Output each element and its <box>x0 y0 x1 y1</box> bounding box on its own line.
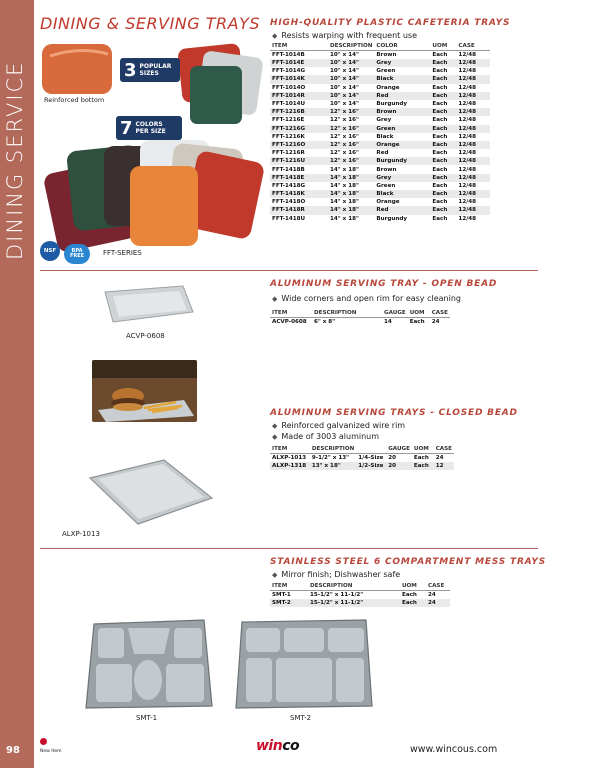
cell-description: 14" x 18" <box>330 182 359 189</box>
cell-color: Black <box>376 133 394 140</box>
smt-2-image <box>234 618 374 710</box>
cell-uom: Each <box>430 174 456 182</box>
cell-description: 10" x 14" <box>328 59 374 67</box>
badge-sizes <box>120 58 180 82</box>
cell-case: 12/48 <box>456 157 490 165</box>
logo-black-part: co <box>282 738 300 754</box>
trays-table <box>270 42 490 223</box>
cell-description: 14" x 18" <box>328 174 374 182</box>
series-label: FFT-SERIES <box>103 249 142 257</box>
mess-trays-bullet: ◆ Mirror finish; Dishwasher safe <box>272 570 400 579</box>
cell-uom: Each <box>430 108 456 116</box>
bpa-badge <box>64 244 90 264</box>
cell-item: ALXP-1318 <box>270 462 310 470</box>
cell-item: ACVP-0608 <box>272 319 307 325</box>
open-bead-tray-illustration <box>95 282 195 328</box>
cell-uom: Each <box>430 75 456 83</box>
cell-uom: Each <box>432 101 448 108</box>
page-title: DINING & SERVING TRAYS <box>40 14 261 33</box>
cell-case: 12/48 <box>456 190 490 198</box>
cell-uom: Each <box>430 206 456 214</box>
cell-color: Black <box>374 75 430 83</box>
cell-color: Orange <box>376 84 400 91</box>
cell-case: 12/48 <box>458 52 477 58</box>
trays-section-title: HIGH-QUALITY PLASTIC CAFETERIA TRAYS <box>270 18 511 28</box>
cell-description: 15-1/2" x 11-1/2" <box>310 592 364 598</box>
cell-item: FFT-1014O <box>272 84 306 91</box>
col-item: ITEM <box>270 42 328 51</box>
cell-uom: Each <box>432 84 448 91</box>
open-bead-table-header <box>270 309 450 318</box>
cell-uom: Each <box>430 92 456 100</box>
col-gauge: GAUGE <box>388 446 410 452</box>
cell-uom: Each <box>412 462 434 470</box>
cell-uom: Each <box>432 150 448 157</box>
cell-color: Orange <box>376 199 400 206</box>
page-number: 98 <box>6 745 20 756</box>
cell-color: Green <box>374 125 430 133</box>
cell-color: Brown <box>376 166 397 173</box>
col-case: CASE <box>435 446 452 452</box>
cell-description: 14" x 18" <box>328 190 374 198</box>
closed-bead-table <box>270 445 454 470</box>
table-row <box>270 59 490 67</box>
cell-uom: Each <box>432 215 448 222</box>
cell-color: Black <box>374 190 430 198</box>
new-item-legend <box>40 738 62 754</box>
badge-sizes-text: POPULAR SIZES <box>139 63 172 77</box>
cell-color: Brown <box>376 52 397 58</box>
cell-color: Brown <box>374 108 430 116</box>
cell-item: FFT-1014G <box>272 68 306 75</box>
cell-item: FFT-1418U <box>272 215 306 222</box>
cell-item: ALXP-1013 <box>272 455 307 461</box>
cell-description: 12" x 16" <box>328 141 374 149</box>
cell-case: 12/48 <box>458 101 477 108</box>
cell-item: FFT-1418O <box>272 199 306 206</box>
cell-uom: Each <box>432 166 448 173</box>
col-gauge: GAUGE <box>384 310 406 316</box>
table-row <box>270 125 490 133</box>
cell-uom: Each <box>430 190 456 198</box>
table-row <box>270 198 490 206</box>
cell-description: 14" x 18" <box>330 215 359 222</box>
cell-description: 14" x 18" <box>330 166 359 173</box>
cell-item: FFT-1014K <box>270 75 328 83</box>
cell-description: 12" x 16" <box>328 108 374 116</box>
cell-uom: Each <box>432 133 448 140</box>
cell-case: 24 <box>426 599 450 607</box>
cell-case: 24 <box>435 455 444 461</box>
cell-item: FFT-1216K <box>272 133 305 140</box>
table-row <box>270 51 490 60</box>
table-row <box>270 591 450 600</box>
cell-color: Grey <box>376 117 392 124</box>
cell-case: 24 <box>428 592 436 598</box>
col-uom: UOM <box>430 42 456 51</box>
cell-gauge: 20 <box>388 455 397 461</box>
cell-uom: Each <box>432 182 448 189</box>
closed-bead-image <box>86 456 214 528</box>
col-uom: UOM <box>400 582 426 591</box>
divider-1 <box>40 270 538 271</box>
table-row <box>270 141 490 149</box>
col-description-size <box>356 445 386 454</box>
col-case: CASE <box>456 42 490 51</box>
col-item: ITEM <box>270 445 310 454</box>
col-description: DESCRIPTION <box>330 43 373 49</box>
cell-case: 12 <box>434 462 454 470</box>
table-row <box>270 165 490 173</box>
table-row <box>270 318 450 327</box>
cell-case: 12/48 <box>456 75 490 83</box>
cell-case: 12/48 <box>458 84 477 91</box>
cell-uom: Each <box>430 157 456 165</box>
cell-item: SMT-1 <box>272 592 291 598</box>
burger-photo-illustration <box>92 360 197 422</box>
cell-uom: Each <box>400 599 426 607</box>
cell-description: 12" x 16" <box>330 133 359 140</box>
cell-description: 14" x 18" <box>328 206 374 214</box>
closed-bead-bullet-2: ◆ Made of 3003 aluminum <box>272 432 379 441</box>
col-item: ITEM <box>270 309 312 318</box>
cell-uom: Each <box>432 52 448 58</box>
cell-item: FFT-1418K <box>270 190 328 198</box>
cell-case: 12/48 <box>458 68 477 75</box>
nsf-badge <box>40 241 60 261</box>
section-label: DINING SERVICE <box>3 60 27 260</box>
badge-colors-text: COLORS PER SIZE <box>135 121 166 135</box>
cell-case: 12/48 <box>456 108 490 116</box>
cell-uom: Each <box>430 141 456 149</box>
table-row <box>270 462 454 470</box>
cell-uom: Each <box>409 319 425 325</box>
cell-case: 12/48 <box>456 206 490 214</box>
cell-case: 12/48 <box>458 117 477 124</box>
table-row <box>270 84 490 92</box>
cell-gauge: 14 <box>384 319 392 325</box>
table-row <box>270 174 490 182</box>
cell-description: 14" x 18" <box>330 199 359 206</box>
cell-uom: Each <box>430 59 456 67</box>
cell-item: FFT-1418B <box>272 166 305 173</box>
cell-uom: Each <box>402 592 417 598</box>
cell-description: 9-1/2" x 13" <box>311 455 350 461</box>
cell-case: 12/48 <box>456 125 490 133</box>
col-description: DESCRIPTION <box>312 309 382 318</box>
table-row <box>270 599 450 607</box>
cell-item: FFT-1014E <box>270 59 328 67</box>
cell-description: 12" x 16" <box>328 157 374 165</box>
cell-item: FFT-1216O <box>270 141 328 149</box>
cell-size: 1/2-Size <box>356 462 386 470</box>
cell-size: 1/4-Size <box>358 455 384 461</box>
open-bead-title: ALUMINUM SERVING TRAY - OPEN BEAD <box>270 279 498 289</box>
mess-trays-table <box>270 582 450 607</box>
table-row <box>270 92 490 100</box>
cell-color: Green <box>376 182 396 189</box>
cell-description: 10" x 14" <box>330 84 359 91</box>
table-row <box>270 133 490 141</box>
cell-description: 15-1/2" x 11-1/2" <box>308 599 400 607</box>
cell-case: 24 <box>431 319 440 325</box>
cell-color: Grey <box>374 174 430 182</box>
cell-case: 12/48 <box>456 92 490 100</box>
badge-colors-number: 7 <box>120 117 133 139</box>
cell-description: 10" x 14" <box>328 92 374 100</box>
cell-item: FFT-1014B <box>272 52 305 58</box>
plastic-trays-image <box>40 36 265 254</box>
winco-logo <box>256 738 299 754</box>
table-row <box>270 100 490 108</box>
closed-bead-bullet-1: ◆ Reinforced galvanized wire rim <box>272 421 405 430</box>
table-row <box>270 454 454 463</box>
cell-uom: Each <box>432 68 448 75</box>
smt-2-tray-illustration <box>234 618 374 710</box>
cell-uom: Each <box>430 125 456 133</box>
cell-case: 12/48 <box>458 133 477 140</box>
col-case: CASE <box>426 582 450 591</box>
table-row <box>270 206 490 214</box>
cell-case: 12/48 <box>458 166 477 173</box>
open-bead-table <box>270 309 450 326</box>
new-item-label: New Item <box>40 749 62 754</box>
table-row <box>270 182 490 190</box>
cell-uom: Each <box>432 117 448 124</box>
col-uom: UOM <box>412 445 434 454</box>
cell-description: 12" x 16" <box>330 117 359 124</box>
open-bead-bullet: ◆ Wide corners and open rim for easy cleaning <box>272 294 461 303</box>
cell-case: 12/48 <box>456 59 490 67</box>
closed-bead-table-header <box>270 445 454 454</box>
cell-item: FFT-1418E <box>270 174 328 182</box>
cell-description: 10" x 14" <box>328 75 374 83</box>
cell-item: FFT-1216G <box>270 125 328 133</box>
open-bead-image <box>95 282 195 328</box>
cell-case: 12/48 <box>456 174 490 182</box>
cell-item: SMT-2 <box>270 599 308 607</box>
logo-red-part: win <box>256 738 283 754</box>
cell-case: 12/48 <box>456 141 490 149</box>
website-url: www.wincous.com <box>410 744 498 755</box>
smt-1-tray-illustration <box>84 618 214 710</box>
smt-1-image <box>84 618 214 710</box>
cell-description: 10" x 14" <box>330 101 359 108</box>
nsf-label: NSF <box>43 248 57 254</box>
smt-2-caption: SMT-2 <box>290 714 312 722</box>
cell-item: FFT-1216R <box>272 150 305 157</box>
table-row <box>270 190 490 198</box>
cell-color: Burgundy <box>376 215 408 222</box>
table-row <box>270 75 490 83</box>
reinforced-caption: Reinforced bottom <box>44 96 105 104</box>
cell-color: Red <box>374 92 430 100</box>
cell-description: 12" x 16" <box>328 125 374 133</box>
cell-item: FFT-1216E <box>272 117 305 124</box>
burger-photo <box>92 360 197 422</box>
cell-case: 12/48 <box>458 215 477 222</box>
badge-sizes-number: 3 <box>124 59 137 81</box>
col-item: ITEM <box>270 582 308 591</box>
cell-description: 10" x 14" <box>330 68 359 75</box>
cell-color: Orange <box>374 141 430 149</box>
mess-trays-table-header <box>270 582 450 591</box>
col-description: DESCRIPTION <box>311 446 355 452</box>
mess-trays-title: STAINLESS STEEL 6 COMPARTMENT MESS TRAYS <box>270 557 547 567</box>
closed-bead-caption: ALXP-1013 <box>62 530 100 538</box>
divider-2 <box>40 548 538 549</box>
cell-item: FFT-1014R <box>270 92 328 100</box>
cell-uom: Each <box>432 199 448 206</box>
col-case: CASE <box>431 310 448 316</box>
cell-item: FFT-1014U <box>272 101 306 108</box>
closed-bead-tray-illustration <box>86 456 214 528</box>
cell-description: 10" x 14" <box>330 52 359 58</box>
badge-colors <box>116 116 182 140</box>
cell-gauge: 20 <box>386 462 412 470</box>
cell-color: Red <box>376 150 389 157</box>
trays-bullet: ◆ Resists warping with frequent use <box>272 31 417 40</box>
cell-item: FFT-1216B <box>270 108 328 116</box>
cell-case: 12/48 <box>458 199 477 206</box>
cell-description: 12" x 16" <box>330 150 359 157</box>
table-row <box>270 67 490 75</box>
cell-case: 12/48 <box>458 150 477 157</box>
table-row <box>270 149 490 157</box>
trays-table-header <box>270 42 490 51</box>
cell-color: Burgundy <box>374 157 430 165</box>
closed-bead-title: ALUMINUM SERVING TRAYS - CLOSED BEAD <box>270 408 518 418</box>
cell-color: Red <box>374 206 430 214</box>
cell-color: Grey <box>374 59 430 67</box>
table-row <box>270 116 490 124</box>
cell-color: Green <box>376 68 396 75</box>
bpa-label: BPA FREE <box>69 248 85 259</box>
cell-description: 13" x 18" <box>310 462 356 470</box>
cell-description: 6" x 8" <box>314 319 336 325</box>
new-item-dot-icon <box>40 738 47 745</box>
cell-item: FFT-1418R <box>270 206 328 214</box>
col-description: DESCRIPTION <box>308 582 400 591</box>
cell-case: 12/48 <box>458 182 477 189</box>
table-row <box>270 108 490 116</box>
smt-1-caption: SMT-1 <box>136 714 158 722</box>
cell-item: FFT-1216U <box>270 157 328 165</box>
col-color: COLOR <box>374 42 430 51</box>
sidebar <box>0 0 34 768</box>
cell-item: FFT-1418G <box>272 182 306 189</box>
col-uom: UOM <box>408 309 430 318</box>
open-bead-caption: ACVP-0608 <box>126 332 165 340</box>
cell-uom: Each <box>413 455 429 461</box>
table-row <box>270 215 490 223</box>
table-row <box>270 157 490 165</box>
cell-color: Burgundy <box>376 101 408 108</box>
